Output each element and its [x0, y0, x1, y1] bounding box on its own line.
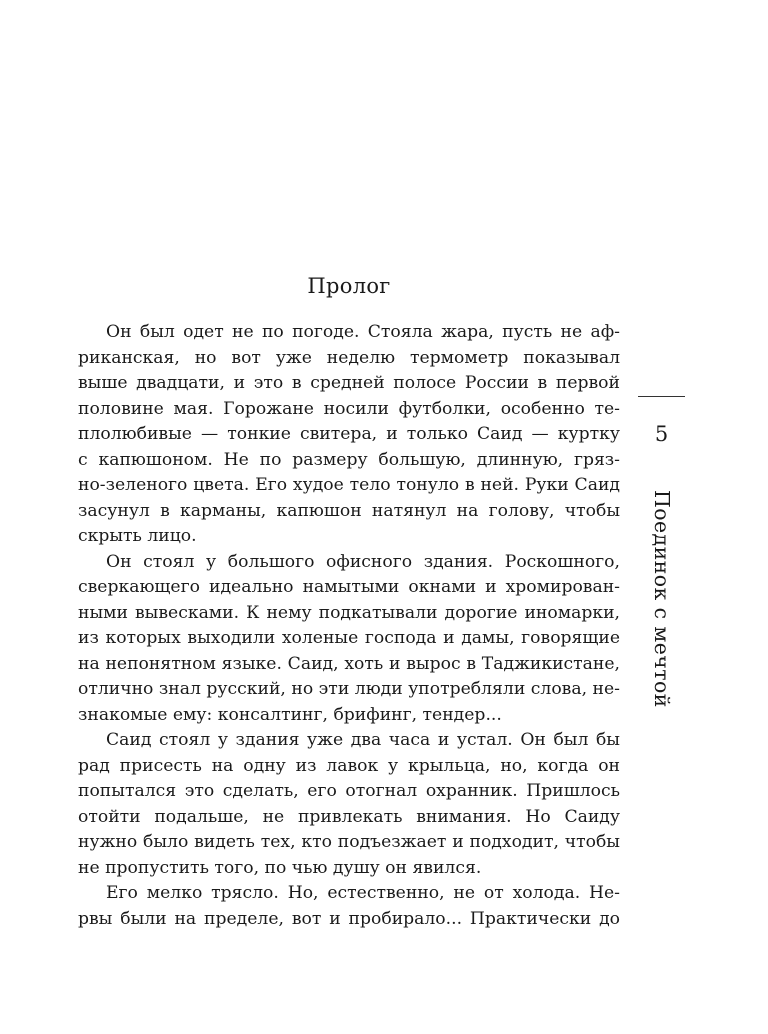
chapter-title: Пролог: [307, 274, 391, 298]
text-line: из которых выходили холеные господа и дамы, говорящие: [78, 628, 620, 648]
text-line: ными вывесками. К нему подкатывали дорогие иномарки,: [78, 602, 620, 623]
text-line: отойти подальше, не привлекать внимания. Но Саиду: [78, 806, 620, 827]
text-line: риканская, но вот уже неделю термометр показывал: [78, 347, 620, 368]
text-line: Он стоял у большого офисного здания. Роскошного,: [106, 551, 620, 572]
text-line: отлично знал русский, но эти люди употребляли слова, не-: [78, 679, 620, 699]
text-line: Он был одет не по погоде. Стояла жара, пусть не аф-: [106, 322, 620, 342]
text-line: рад присесть на одну из лавок у крыльца, но, когда он: [78, 755, 620, 776]
margin-rule: [638, 396, 685, 397]
text-line: плолюбивые — тонкие свитера, и только Саид — куртку: [78, 424, 620, 444]
text-line: половине мая. Горожане носили футболки, особенно те-: [78, 398, 620, 419]
text-line: на непонятном языке. Саид, хоть и вырос в Таджикистане,: [78, 653, 620, 674]
text-line: скрыть лицо.: [78, 526, 197, 546]
text-line: сверкающего идеально намытыми окнами и хромирован-: [78, 577, 620, 597]
text-line: нужно было видеть тех, кто подъезжает и подходит, чтобы: [78, 832, 620, 852]
text-line: Саид стоял у здания уже два часа и устал. Он был бы: [106, 730, 620, 750]
text-line: с капюшоном. Не по размеру большую, длинную, гряз-: [78, 449, 620, 470]
text-line: попытался это сделать, его отогнал охранник. Пришлось: [78, 781, 620, 801]
text-line: знакомые ему: консалтинг, брифинг, тендер...: [78, 704, 502, 725]
page-number: 5: [654, 422, 669, 446]
text-line: Его мелко трясло. Но, естественно, не от холода. Не-: [106, 883, 620, 903]
text-line: засунул в карманы, капюшон натянул на голову, чтобы: [78, 500, 620, 521]
text-line: не пропустить того, по чью душу он явился.: [78, 857, 482, 878]
body-text: [78, 320, 620, 932]
running-title: Поединок с мечтой: [650, 490, 674, 708]
text-line: но-зеленого цвета. Его худое тело тонуло в ней. Руки Саид: [78, 475, 620, 495]
text-line: выше двадцати, и это в средней полосе России в первой: [78, 373, 620, 393]
text-line: рвы были на пределе, вот и пробирало... Практически до: [78, 908, 620, 929]
